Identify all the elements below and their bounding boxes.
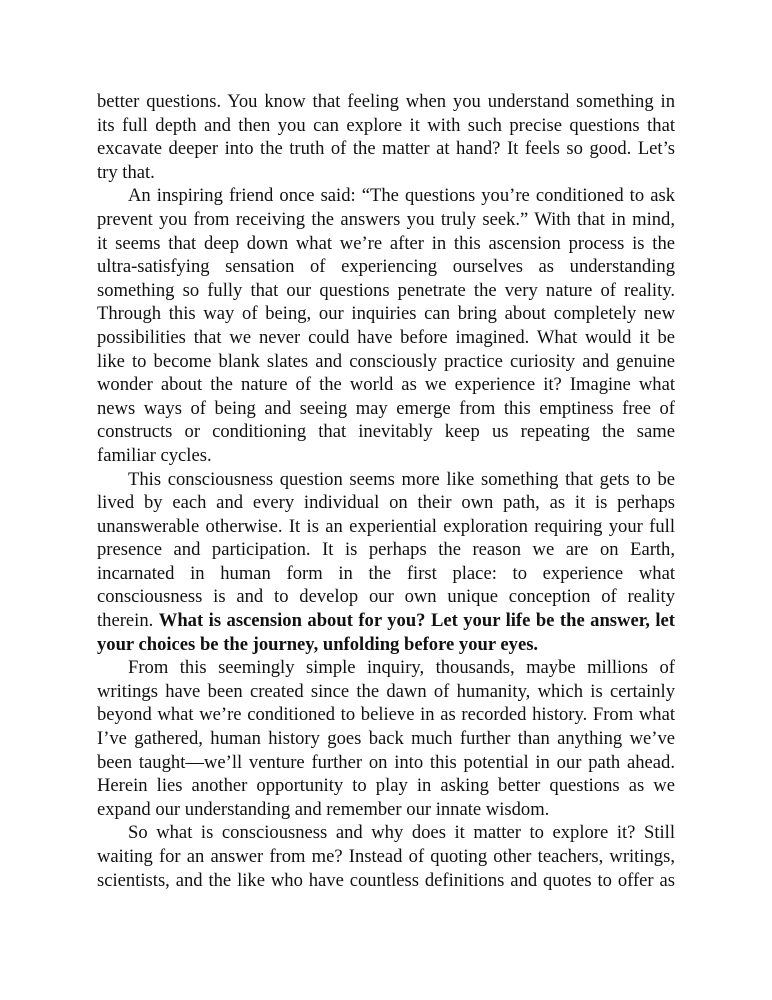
text-line: lived by each and every individual on their own path, as it is perhaps <box>97 492 675 514</box>
text-line: try that. <box>97 161 155 183</box>
text-line: unanswerable otherwise. It is an experiential exploration requiring your full <box>97 515 675 537</box>
paragraph-4 <box>97 656 675 821</box>
text-line: An inspiring friend once said: “The questions you’re conditioned to ask <box>128 185 675 207</box>
text-line: better questions. You know that feeling when you understand something in <box>97 91 675 112</box>
text-line: beyond what we’re conditioned to believe in as recorded history. From what <box>97 704 675 726</box>
paragraph-1 <box>97 90 675 184</box>
text-line: constructs or conditioning that inevitably keep us repeating the same <box>97 421 675 443</box>
text-line: incarnated in human form in the first place: to experience what <box>97 562 675 584</box>
text-line: scientists, and the like who have countless definitions and quotes to offer as <box>97 869 675 891</box>
text-line: presence and participation. It is perhaps the reason we are on Earth, <box>97 539 675 561</box>
text-line: writings have been created since the dawn of humanity, which is certainly <box>97 680 675 702</box>
paragraph-2 <box>97 184 675 467</box>
text-line: ultra-satisfying sensation of experiencing ourselves as understanding <box>97 256 675 278</box>
text-line: familiar cycles. <box>97 444 212 466</box>
text-line: This consciousness question seems more like something that gets to be <box>128 468 675 490</box>
text-line: So what is consciousness and why does it matter to explore it? Still <box>128 822 675 844</box>
bold-text-line <box>97 633 675 657</box>
text-line: its full depth and then you can explore it with such precise questions that <box>97 114 675 136</box>
text-line: possibilities that we never could have before imagined. What would it be <box>97 326 675 348</box>
plain-text-run: therein. <box>97 610 159 632</box>
text-line: Herein lies another opportunity to play in asking better questions as we <box>97 775 675 797</box>
text-line: waiting for an answer from me? Instead of quoting other teachers, writings, <box>97 846 675 867</box>
paragraph-5 <box>97 821 675 892</box>
bold-text-run: What is ascension about for you? Let your life be the answer, let <box>158 610 676 632</box>
text-line: excavate deeper into the truth of the matter at hand? It feels so good. Let’s <box>97 138 675 160</box>
text-line: it seems that deep down what we’re after in this ascension process is the <box>97 232 675 254</box>
text-line: news ways of being and seeing may emerge from this emptiness free of <box>97 397 675 419</box>
text-line: wonder about the nature of the world as we experience it? Imagine what <box>97 374 675 396</box>
book-page <box>97 90 675 892</box>
text-line: From this seemingly simple inquiry, thousands, maybe millions of <box>128 657 675 679</box>
text-line: like to become blank slates and consciously practice curiosity and genuine <box>97 350 675 372</box>
text-line: been taught—we’ll venture further on into this potential in our path ahead. <box>97 751 675 773</box>
text-line: I’ve gathered, human history goes back much further than anything we’ve <box>97 728 675 750</box>
text-line: something so fully that our questions penetrate the very nature of reality. <box>97 279 675 301</box>
paragraph-3 <box>97 468 675 657</box>
text-line: prevent you from receiving the answers you truly seek.” With that in mind, <box>97 208 675 230</box>
mixed-text-line <box>97 609 675 633</box>
text-line: expand our understanding and remember our innate wisdom. <box>97 798 550 820</box>
text-line: consciousness is and to develop our own unique conception of reality <box>97 586 675 608</box>
bold-text-run: your choices be the journey, unfolding before your eyes. <box>97 633 539 655</box>
text-line: Through this way of being, our inquiries can bring about completely new <box>97 303 675 325</box>
